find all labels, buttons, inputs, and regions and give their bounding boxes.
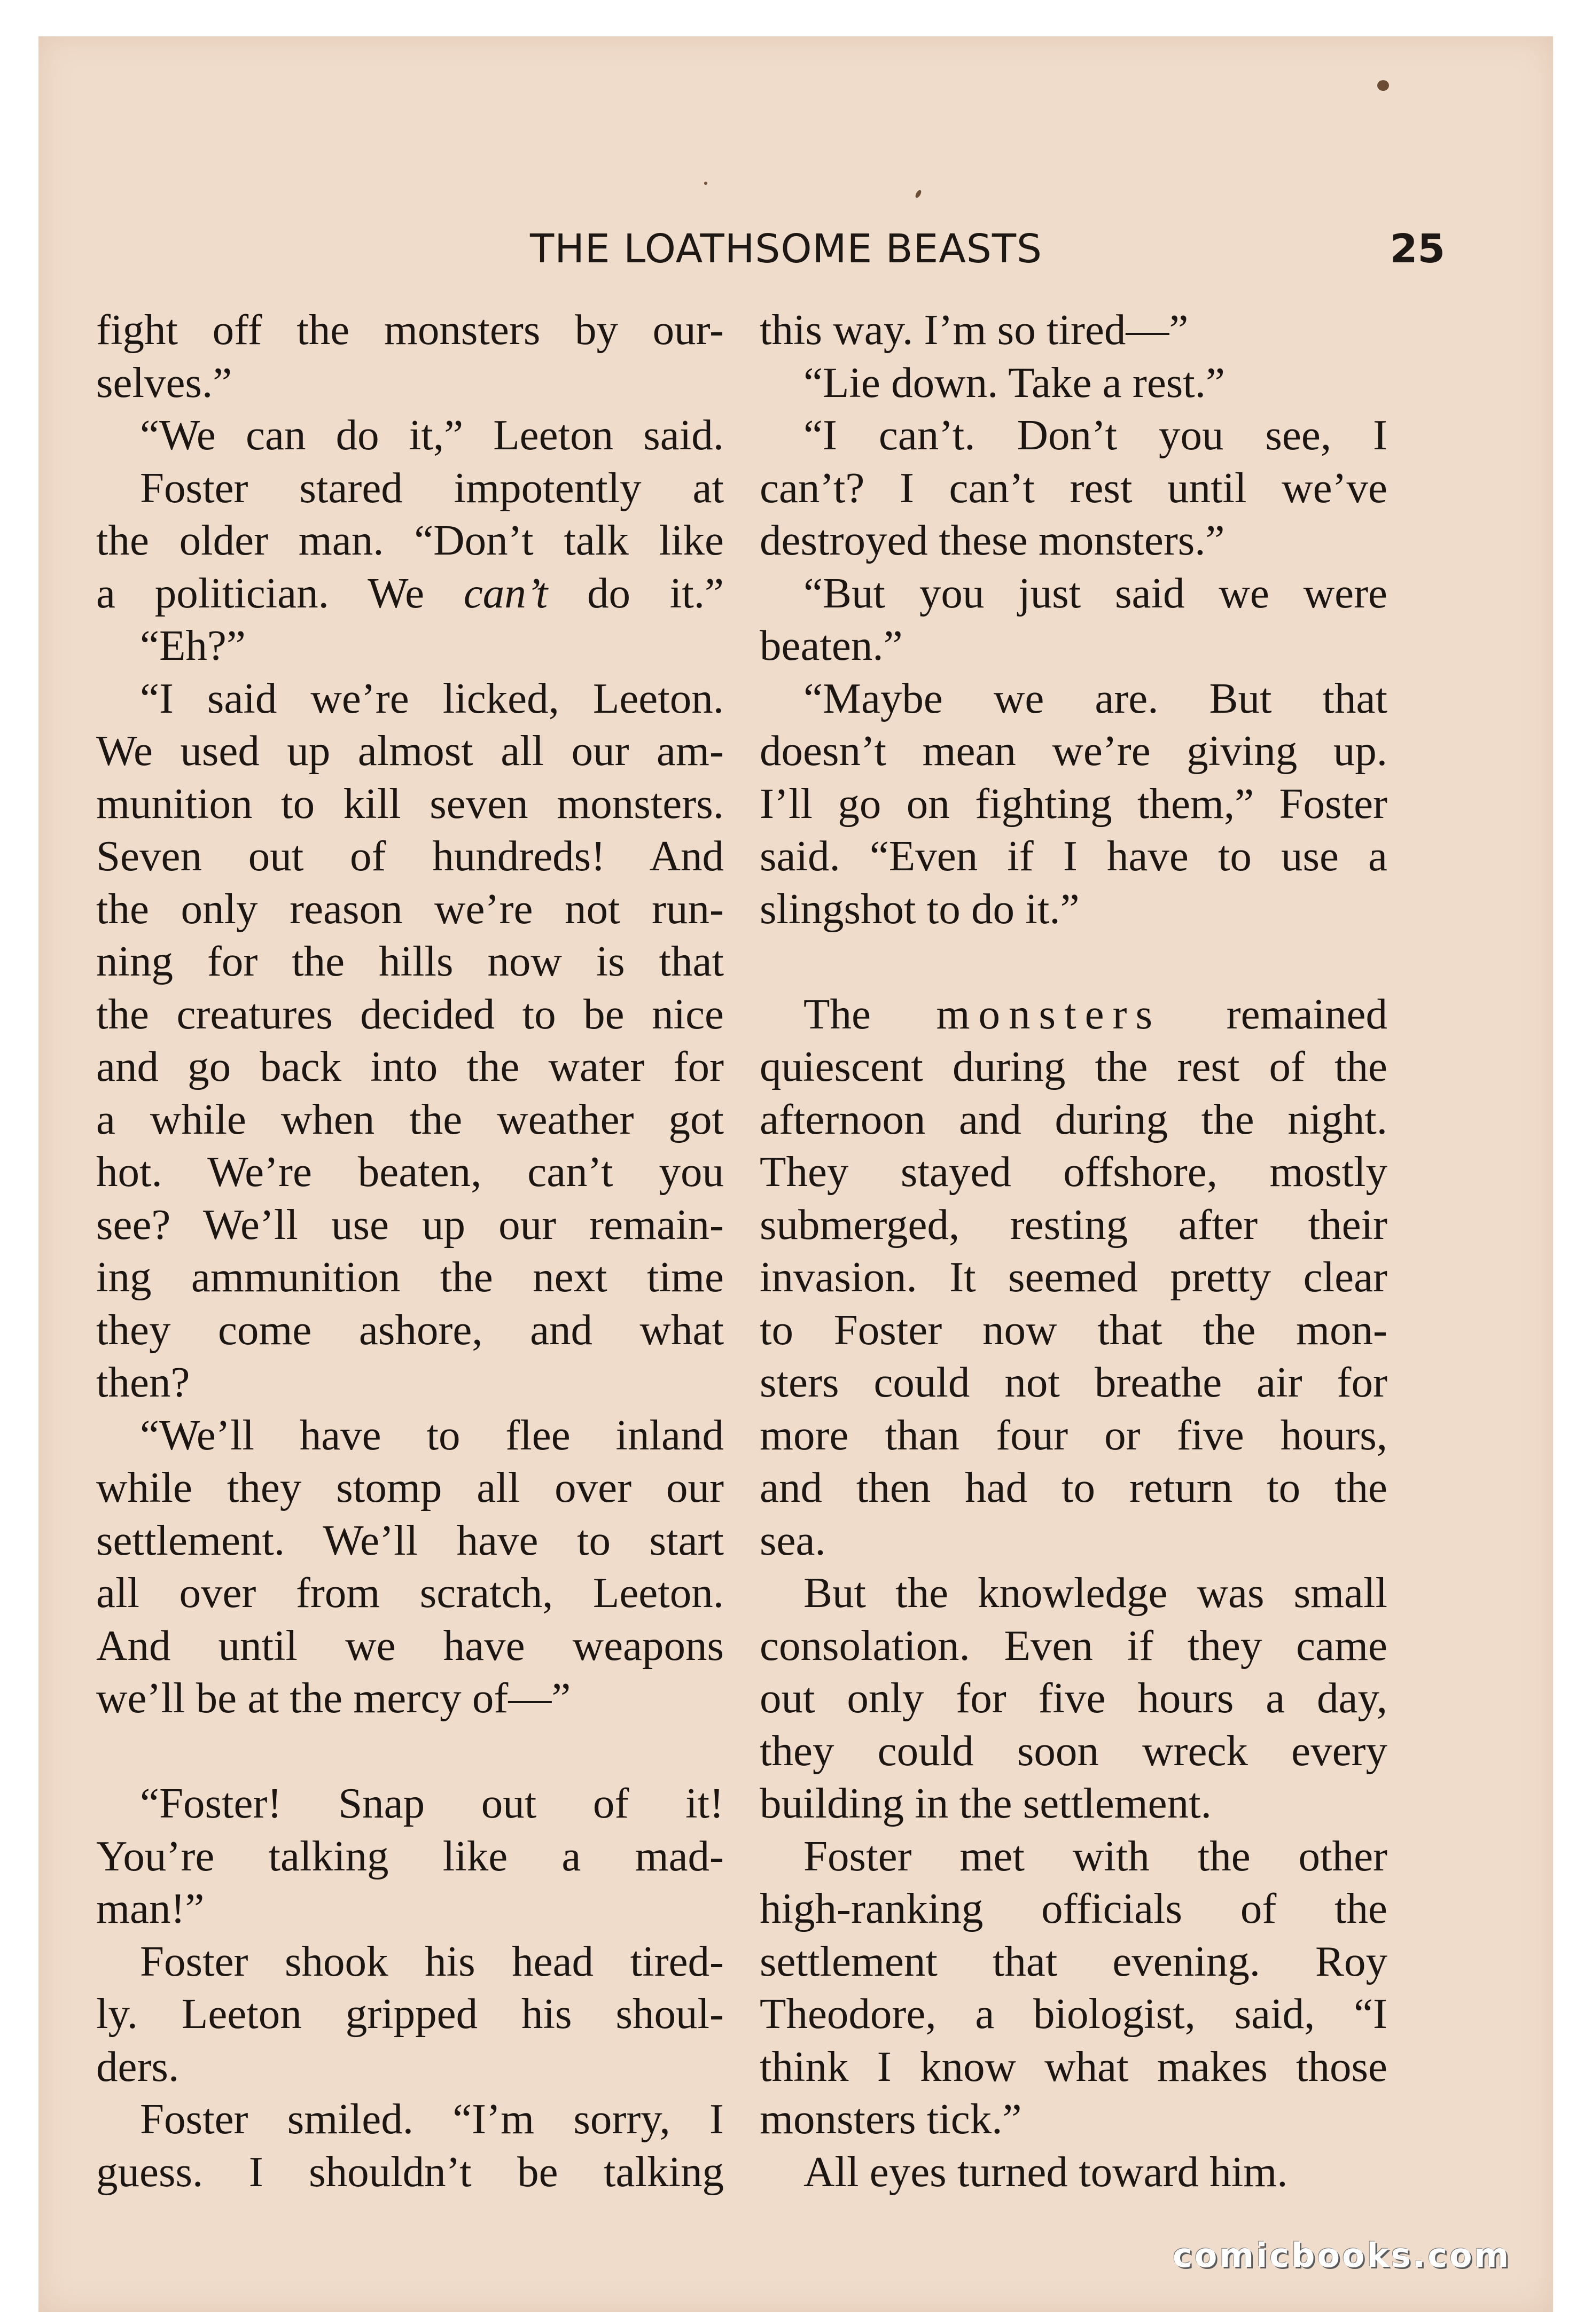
text-line: high-ranking officials of the — [760, 1884, 1387, 1932]
text-line: All eyes turned toward him. — [803, 2147, 1288, 2196]
text-line: building in the settlement. — [760, 1779, 1212, 1827]
text-line: monsters tick.” — [760, 2095, 1022, 2143]
text-line: slingshot to do it.” — [760, 884, 1080, 933]
text-line: invasion. It seemed pretty clear — [760, 1253, 1387, 1301]
text-line: settlement. We’ll have to start — [96, 1516, 724, 1564]
page-number: 25 — [1390, 226, 1445, 272]
text-line: selves.” — [96, 358, 232, 407]
text-line: all over from scratch, Leeton. — [96, 1569, 724, 1617]
text-line: and go back into the water for — [96, 1042, 724, 1090]
text-line: a while when the weather got — [96, 1095, 724, 1143]
text-line: said. “Even if I have to use a — [760, 832, 1387, 880]
text-line: beaten.” — [760, 621, 903, 669]
text-line: out only for five hours a day, — [760, 1674, 1387, 1722]
text-line: And until we have weapons — [96, 1621, 724, 1670]
text-line: But the knowledge was small — [803, 1569, 1387, 1617]
text-line: ders. — [96, 2042, 180, 2091]
text-line: the older man. “Don’t talk like — [96, 516, 724, 564]
text-line: while they stomp all over our — [96, 1463, 724, 1511]
text-line: see? We’ll use up our remain- — [96, 1200, 724, 1249]
text-line: ly. Leeton gripped his shoul- — [96, 1990, 724, 2038]
text-line: Foster shook his head tired- — [140, 1937, 724, 1985]
text-line: “I can’t. Don’t you see, I — [803, 411, 1387, 459]
text-line: more than four or five hours, — [760, 1410, 1387, 1459]
text-line: fight off the monsters by our- — [96, 306, 724, 354]
text-line: Theodore, a biologist, said, “I — [760, 1990, 1387, 2038]
text-line: hot. We’re beaten, can’t you — [96, 1148, 724, 1196]
text-line: can’t? I can’t rest until we’ve — [760, 463, 1387, 512]
text-line: the only reason we’re not run- — [96, 884, 724, 933]
text-line: settlement that evening. Roy — [760, 1937, 1387, 1985]
text-line: I’ll go on fighting them,” Foster — [760, 779, 1387, 828]
text-line: “We can do it,” Leeton said. — [140, 411, 724, 459]
text-line: the creatures decided to be nice — [96, 989, 724, 1038]
text-line: we’ll be at the mercy of—” — [96, 1674, 571, 1722]
text-line: doesn’t mean we’re giving up. — [760, 727, 1387, 775]
text-line: and then had to return to the — [760, 1463, 1387, 1511]
text-line — [96, 1725, 724, 1777]
text-line: Foster smiled. “I’m sorry, I — [140, 2095, 724, 2143]
text-line: ning for the hills now is that — [96, 937, 724, 985]
text-line: consolation. Even if they came — [760, 1621, 1387, 1670]
text-line: They stayed offshore, mostly — [760, 1148, 1387, 1196]
text-line: they could soon wreck every — [760, 1726, 1387, 1775]
text-line: sters could not breathe air for — [760, 1358, 1387, 1406]
text-line: You’re talking like a mad- — [96, 1831, 724, 1880]
text-line: a politician. We can’t do it.” — [96, 568, 724, 617]
text-line: this way. I’m so tired—” — [760, 306, 1189, 354]
text-line: Seven out of hundreds! And — [96, 832, 724, 880]
text-line: Foster stared impotently at — [140, 463, 724, 512]
text-line: Foster met with the other — [803, 1831, 1387, 1880]
text-line: they come ashore, and what — [96, 1305, 724, 1354]
text-line: “We’ll have to flee inland — [140, 1410, 724, 1459]
text-line: “I said we’re licked, Leeton. — [140, 674, 724, 722]
text-line: afternoon and during the night. — [760, 1095, 1387, 1143]
text-line: “But you just said we were — [803, 568, 1387, 617]
site-watermark: comicbooks.com — [1173, 2236, 1511, 2275]
text-line: to Foster now that the mon- — [760, 1305, 1387, 1354]
text-line: quiescent during the rest of the — [760, 1042, 1387, 1090]
right-text-column — [760, 303, 1387, 2198]
text-line: submerged, resting after their — [760, 1200, 1387, 1249]
text-line — [760, 935, 1387, 988]
text-line: destroyed these monsters.” — [760, 516, 1225, 564]
text-line: munition to kill seven monsters. — [96, 779, 724, 828]
text-line: “Lie down. Take a rest.” — [803, 358, 1225, 407]
text-line: “Eh?” — [140, 621, 246, 669]
text-line: guess. I shouldn’t be talking — [96, 2147, 724, 2196]
text-line: We used up almost all our am- — [96, 727, 724, 775]
text-line: think I know what makes those — [760, 2042, 1387, 2091]
text-line: The monsters remained — [803, 989, 1387, 1038]
text-line: sea. — [760, 1516, 826, 1564]
running-header-title: THE LOATHSOME BEASTS — [530, 226, 1043, 272]
text-line: “Maybe we are. But that — [803, 674, 1387, 722]
left-text-column — [96, 303, 724, 2198]
text-line: ing ammunition the next time — [96, 1253, 724, 1301]
text-line: then? — [96, 1358, 190, 1406]
text-line: “Foster! Snap out of it! — [140, 1779, 724, 1827]
text-line: man!” — [96, 1884, 205, 1932]
